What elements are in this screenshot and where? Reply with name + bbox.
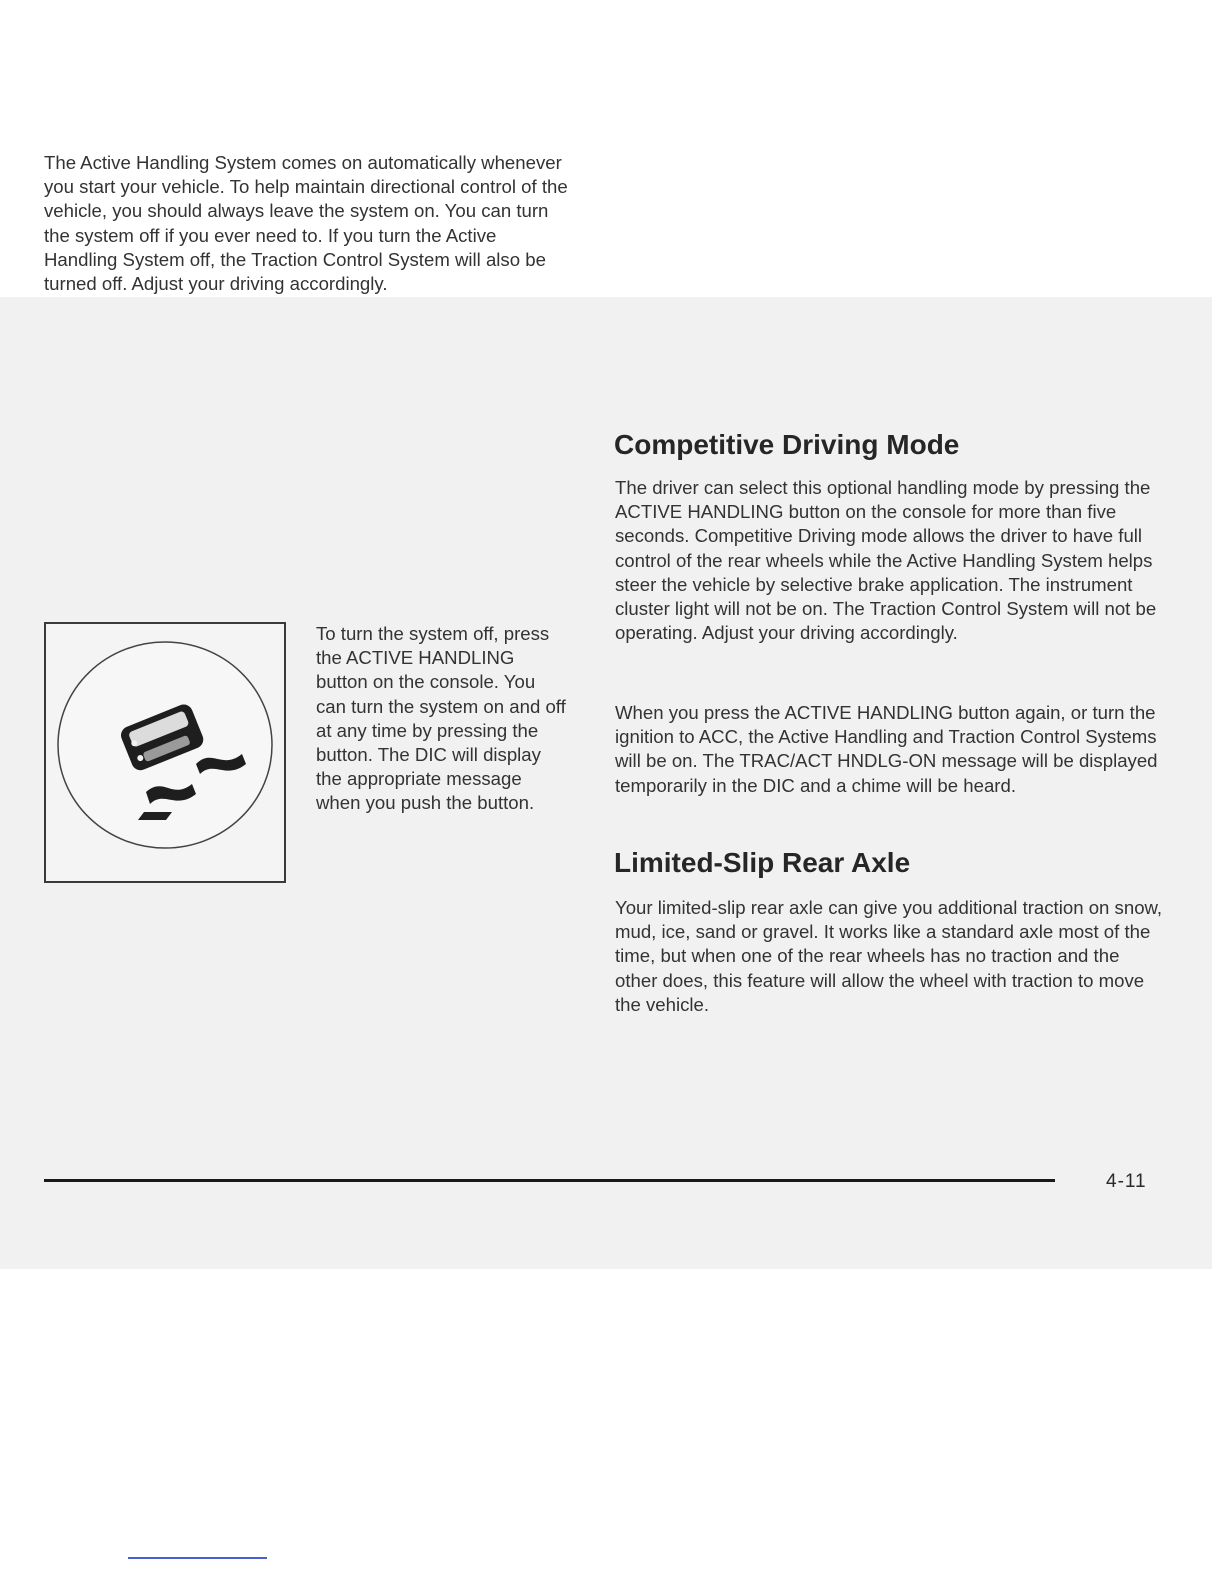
active-handling-figure [44, 622, 286, 883]
page-number: 4-11 [1106, 1171, 1147, 1192]
figure-caption: To turn the system off, press the ACTIVE HANDLING button on the console. You can turn the system on and off at any time by pressing the button. The DIC will display the appropriate message when you push the button. [316, 623, 566, 814]
footer-rule [44, 1179, 1055, 1182]
intro-paragraph: The Active Handling System comes on automatically whenever you start your vehicle. To help maintain directional control of the vehicle, you should always leave the system on. You can turn the system off if you ever need to. If you turn the Active Handling System off, the Traction Control System will also be turned off. Adjust your driving accordingly. [44, 152, 568, 295]
competitive-paragraph-2: When you press the ACTIVE HANDLING button again, or turn the ignition to ACC, the Active Handling and Traction Control Systems will be on. The TRAC/ACT HNDLG-ON message will be displayed temporarily in the DIC and a chime will be heard. [615, 702, 1158, 796]
competitive-paragraph-1: The driver can select this optional handling mode by pressing the ACTIVE HANDLING button on the console for more than five seconds. Competitive Driving mode allows the driver to have full control of the rear wheels while the Active Handling System helps steer the vehicle by selective brake application. The instrument cluster light will not be on. The Traction Control System will not be operating. Adjust your driving accordingly. [615, 477, 1157, 644]
active-handling-icon [46, 624, 284, 881]
limited-slip-paragraph: Your limited-slip rear axle can give you additional traction on snow, mud, ice, sand or gravel. It works like a standard axle most of the time, but when one of the rear wheels has no traction and the other does, this feature will allow the wheel with traction to move the vehicle. [615, 897, 1163, 1015]
limited-slip-heading: Limited-Slip Rear Axle [614, 847, 911, 878]
footer-underline [128, 1557, 267, 1559]
competitive-driving-heading: Competitive Driving Mode [614, 429, 960, 460]
